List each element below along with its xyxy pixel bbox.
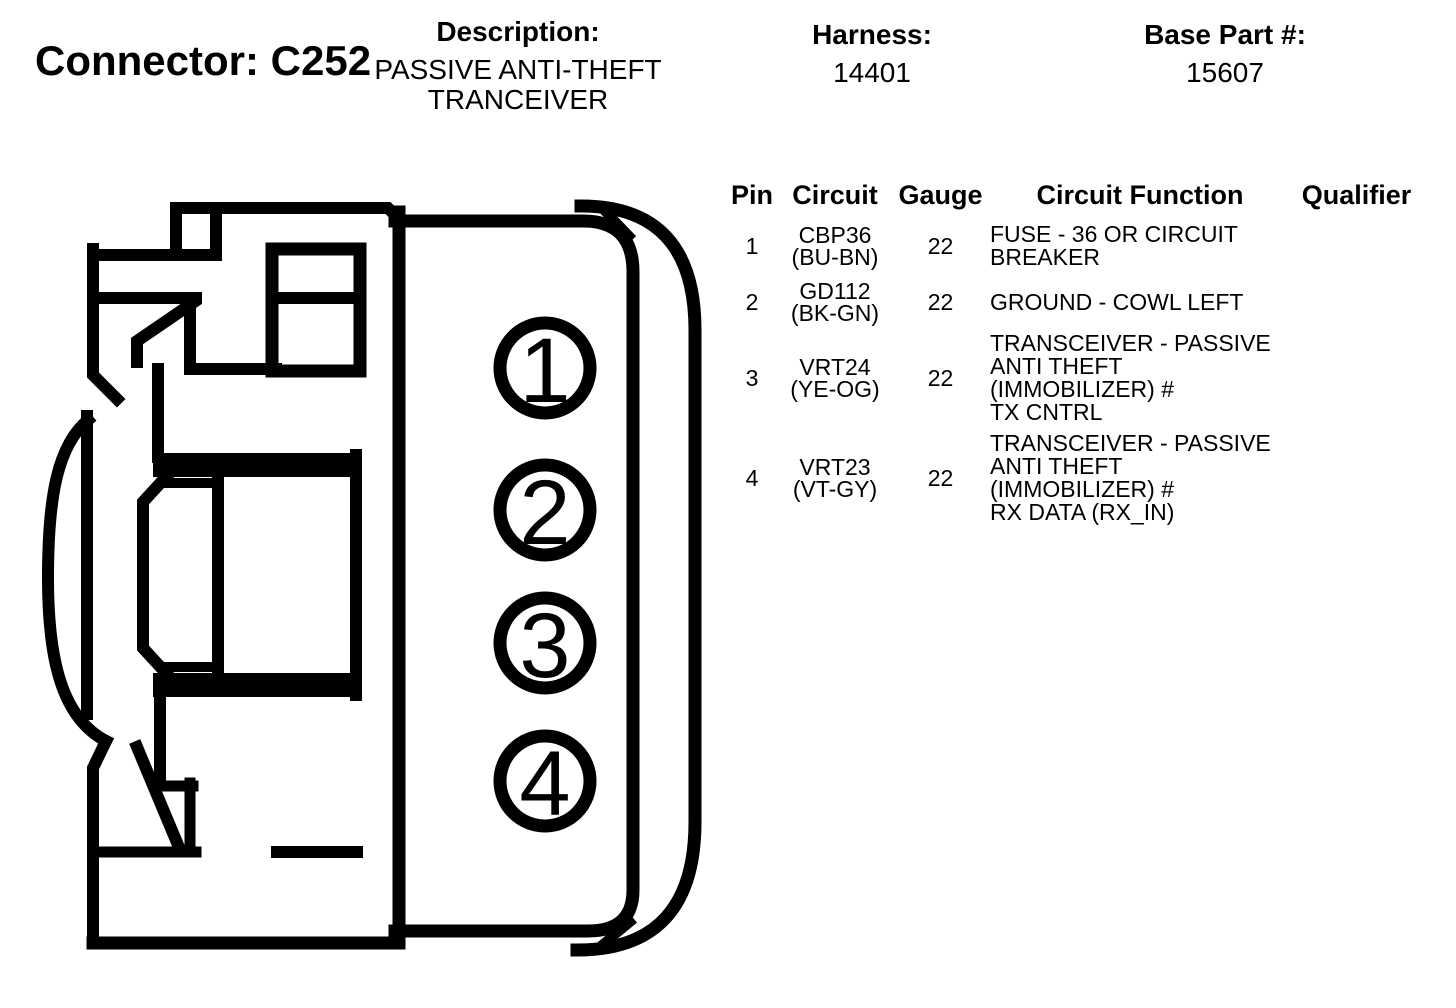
table-row [725,432,1423,524]
function-line: BREAKER [990,244,1100,270]
pin-1-number: 1 [519,320,571,422]
cavity-top-band [153,453,362,477]
col-header-circuit: Circuit [792,180,878,210]
circuit-function-cell [990,223,1290,269]
cavity-bottom-band [153,673,362,697]
function-line: ANTI THEFT (IMMOBILIZER) # [990,353,1175,402]
table-row [725,223,1423,269]
circuit-function-cell [990,288,1290,315]
circuit-color: (BU-BN) [791,244,879,270]
pinout-table [725,182,1423,524]
function-line: TX CNTRL [990,399,1103,425]
circuit-code: VRT23 [799,454,871,480]
description-value-line1: PASSIVE ANTI-THEFT [374,54,662,85]
function-line: RX DATA (RX_IN) [990,499,1175,525]
base-part-value: 15607 [1186,57,1264,88]
pin-cell: 4 [745,464,759,491]
col-header-circuit-function: Circuit Function [1036,180,1244,210]
description-label: Description: [436,16,600,47]
circuit-cell [779,224,891,268]
left-block-left-edge [93,249,117,399]
pin-cell: 3 [745,364,759,391]
circuit-code: VRT24 [799,354,871,380]
circuit-function-cell [990,332,1290,424]
function-line: TRANSCEIVER - PASSIVE [990,330,1271,356]
harness-value: 14401 [833,57,911,88]
pin-numbers [519,320,570,835]
description-value-line2: TRANCEIVER [427,84,609,115]
col-header-qualifier: Qualifier [1301,180,1412,210]
circuit-function-cell [990,432,1290,524]
table-row [725,332,1423,424]
circuit-code: GD112 [799,278,871,304]
circuit-code: CBP36 [798,222,872,248]
circuit-cell [779,280,891,324]
circuit-cell [779,456,891,500]
base-part-label: Base Part #: [1144,19,1306,50]
pin-3-number: 3 [519,595,571,697]
pin-cell: 2 [745,288,759,315]
latch-window [272,249,360,371]
circuit-color: (VT-GY) [792,476,878,502]
harness-label: Harness: [812,19,932,50]
gauge-cell: 22 [927,288,954,315]
gauge-cell: 22 [927,464,954,491]
page-title: Connector: C252 [35,37,372,84]
function-line: ANTI THEFT (IMMOBILIZER) # [990,453,1175,502]
bottom-left-outline [93,741,106,937]
pin-2-number: 2 [519,462,571,564]
table-row [725,280,1423,324]
col-header-pin: Pin [730,180,773,210]
function-line: TRANSCEIVER - PASSIVE [990,430,1271,456]
circuit-cell [779,356,891,400]
side-bump-arc [48,420,106,741]
function-line: GROUND - COWL LEFT [990,288,1244,315]
table-header-row [725,182,1423,209]
circuit-color: (BK-GN) [790,300,880,326]
cavity-left-cap [143,477,166,673]
gauge-cell: 22 [927,364,954,391]
circuit-color: (YE-OG) [790,376,880,402]
function-line: FUSE - 36 OR CIRCUIT [990,221,1238,247]
gauge-cell: 22 [927,232,954,259]
pin-4-number: 4 [519,733,571,835]
pin-cell: 1 [745,232,759,259]
col-header-gauge: Gauge [898,180,983,210]
